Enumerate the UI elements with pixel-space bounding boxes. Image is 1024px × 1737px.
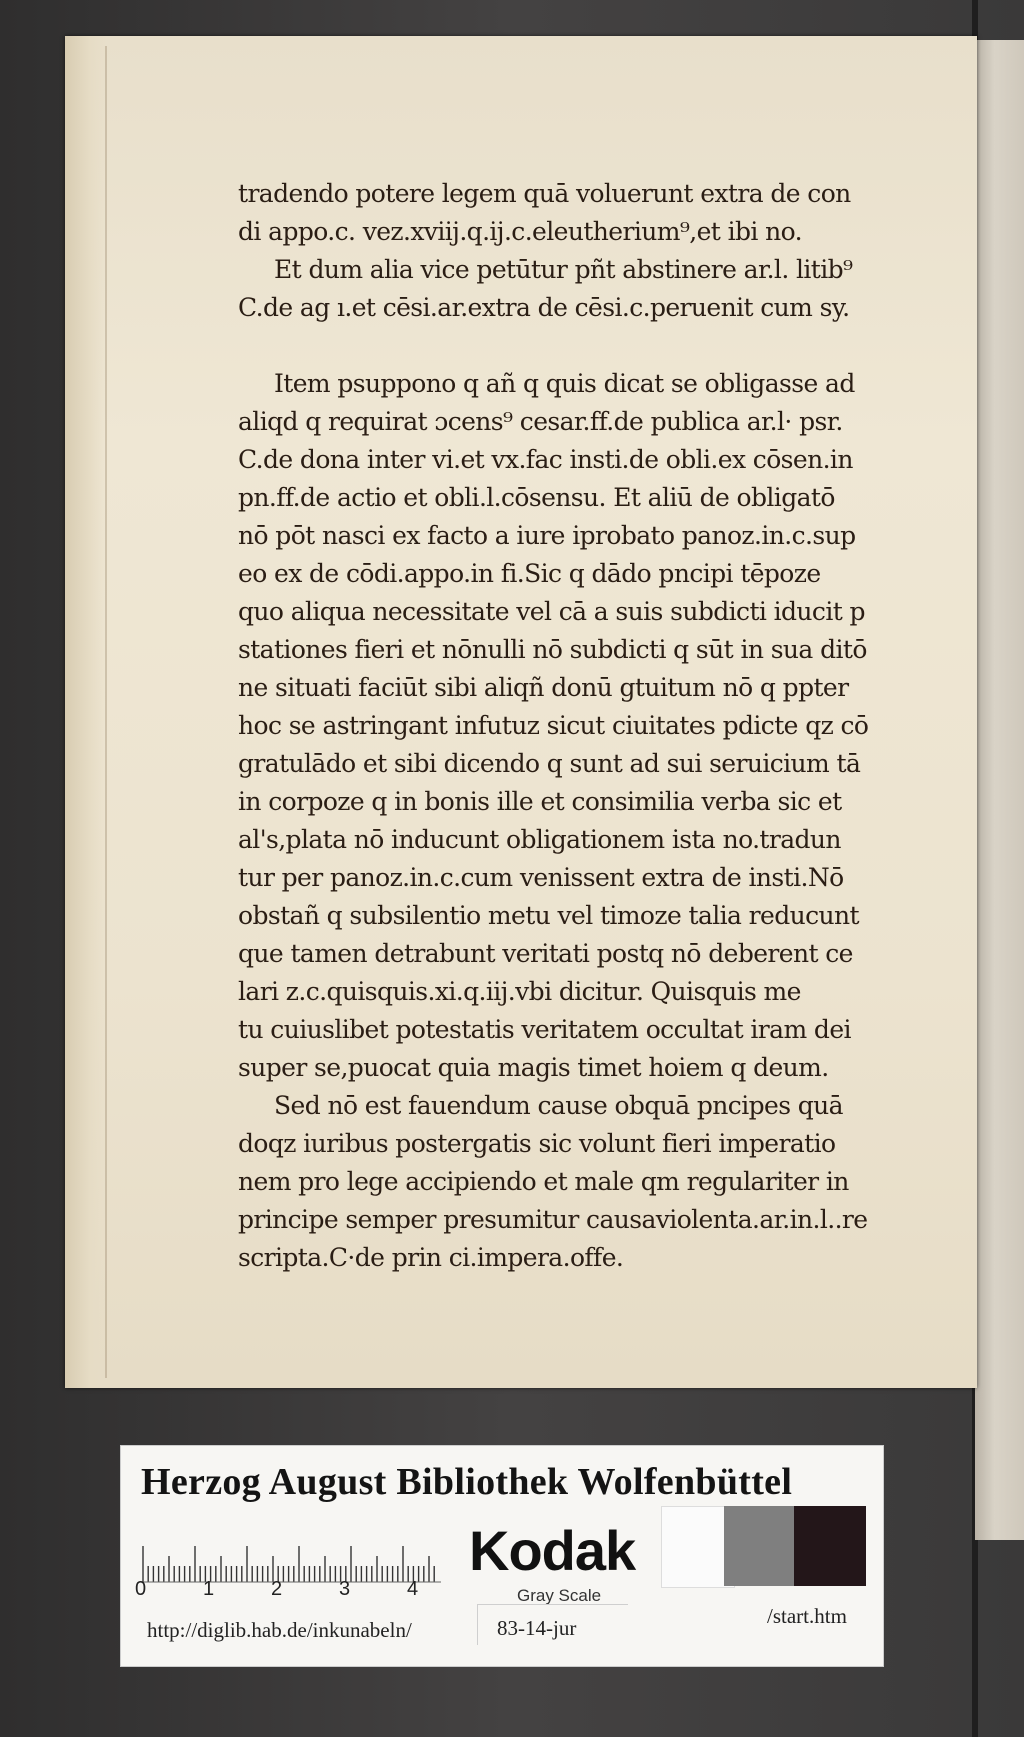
text-line: di appo.c. vez.xviij.q.ij.c.eleutherium⁹,et ibi no. [238, 217, 802, 246]
text-line: C.de dona inter vi.et vx.fac insti.de obli.ex cōsen.in [238, 445, 853, 474]
shelfmark: 83-14-jur [497, 1616, 577, 1640]
page-gutter [65, 36, 107, 1388]
text-line: pn.ff.de actio et obli.l.cōsensu. Et aliū de obligatō [238, 483, 835, 512]
text-line: super se,puocat quia magis timet hoiem q deum. [238, 1053, 829, 1082]
measure-ruler [141, 1524, 441, 1584]
text-line: scripta.C·de prin ci.impera.offe. [238, 1243, 624, 1272]
library-title: Herzog August Bibliothek Wolfenbüttel [141, 1461, 793, 1503]
ruler-number: 0 [135, 1578, 147, 1600]
url-suffix: /start.htm [767, 1604, 847, 1628]
page-text [238, 175, 898, 1277]
ruler-scale [135, 1578, 455, 1604]
text-line: eo ex de cōdi.appo.in fi.Sic q dādo pncipi tēpoze [238, 559, 821, 588]
text-line: tradendo potere legem quā voluerunt extra de con [238, 179, 851, 208]
gray-scale-label: Gray Scale [517, 1586, 602, 1605]
text-line: nem pro lege accipiendo et male qm regulariter in [238, 1167, 849, 1196]
text-line: al's,plata nō inducunt obligationem ista no.tradun [238, 825, 841, 854]
text-line: aliqd q requirat ɔcens⁹ cesar.ff.de publica ar.l· psr. [238, 407, 843, 436]
paragraph-gap [238, 327, 898, 365]
ruler-number: 3 [339, 1578, 351, 1600]
text-line: tu cuiuslibet potestatis veritatem occultat iram dei [238, 1015, 851, 1044]
ruler-number: 2 [271, 1578, 283, 1600]
url-base: http://diglib.hab.de/inkunabeln/ [147, 1618, 412, 1642]
color-reference-card [120, 1445, 884, 1667]
gray-swatch [724, 1506, 794, 1586]
text-line: tur per panoz.in.c.cum venissent extra de insti.Nō [238, 863, 844, 892]
ruler-number: 4 [407, 1578, 419, 1600]
text-line: C.de ag ı.et cēsi.ar.extra de cēsi.c.peruenit cum sy. [238, 293, 850, 322]
kodak-logo: Kodak [469, 1519, 636, 1582]
text-line: obstañ q subsilentio metu vel timoze talia reducunt [238, 901, 859, 930]
text-line: Et dum alia vice petūtur pñt abstinere ar.l. litib⁹ [274, 255, 853, 284]
text-line: Item psuppono q añ q quis dicat se obligasse ad [274, 369, 855, 398]
text-line: stationes fieri et nōnulli nō subdicti q sūt in sua ditō [238, 635, 867, 664]
text-line: Sed nō est fauendum cause obquā pncipes quā [274, 1091, 843, 1120]
gutter-line [105, 46, 107, 1378]
text-line: hoc se astringant infutuz sicut ciuitates pdicte qz cō [238, 711, 869, 740]
text-line: ne situati faciūt sibi aliqñ donū gtuitum nō q ppter [238, 673, 849, 702]
text-line: quo aliqua necessitate vel cā a suis subdicti iducit p [238, 597, 865, 626]
text-line: in corpoze q in bonis ille et consimilia verba sic et [238, 787, 842, 816]
text-line: lari z.c.quisquis.xi.q.iij.vbi dicitur. Quisquis me [238, 977, 801, 1006]
text-line: nō pōt nasci ex facto a iure iprobato panoz.in.c.sup [238, 521, 856, 550]
text-line: doqz iuribus postergatis sic volunt fieri imperatio [238, 1129, 836, 1158]
adjacent-page [975, 40, 1024, 1540]
text-line: principe semper presumitur causaviolenta.ar.in.l..re [238, 1205, 868, 1234]
black-swatch [794, 1506, 866, 1586]
text-line: que tamen detrabunt veritati postq nō deberent ce [238, 939, 853, 968]
ruler-number: 1 [203, 1578, 215, 1600]
text-line: gratulādo et sibi dicendo q sunt ad sui seruicium tā [238, 749, 861, 778]
